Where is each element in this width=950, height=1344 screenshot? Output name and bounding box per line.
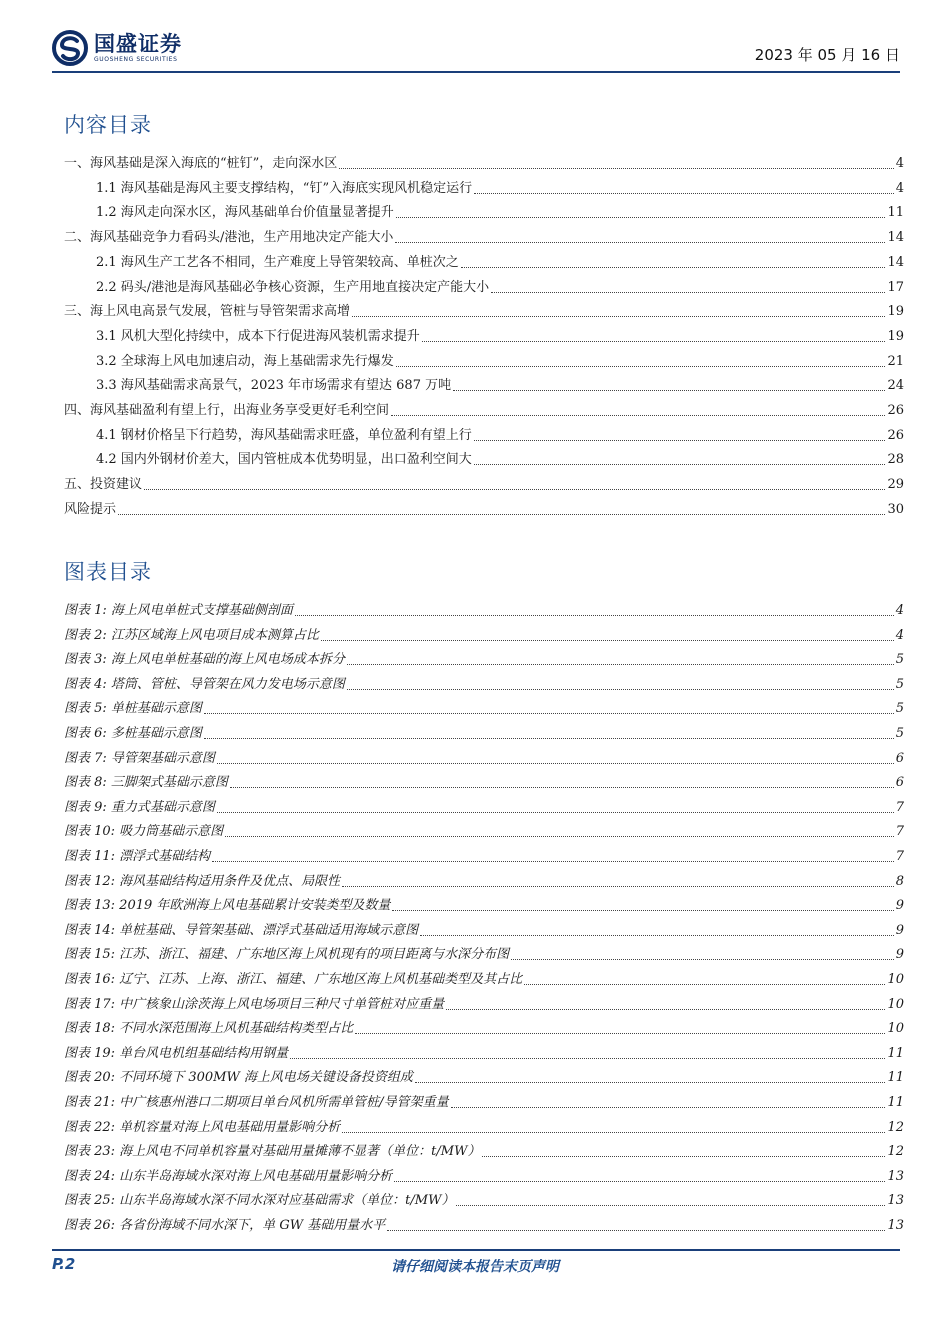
entry-label: 图表 12: 海风基础结构适用条件及优点、局限性 [64, 873, 341, 889]
footer-divider [52, 1249, 900, 1251]
entry-page-number: 5 [895, 726, 904, 741]
entry-page-number: 4 [895, 603, 904, 618]
entry-page-number: 19 [887, 328, 904, 344]
dot-leader [482, 1156, 885, 1157]
entry-label: 图表 2: 江苏区域海上风电项目成本测算占比 [64, 627, 319, 643]
entry-label: 1.1 海风基础是海风主要支撑结构，“钉”入海底实现风机稳定运行 [96, 180, 473, 196]
entry-page-number: 9 [895, 947, 904, 963]
dot-leader [295, 615, 894, 616]
dot-leader [420, 935, 894, 936]
entry-page-number: 21 [887, 353, 904, 369]
entry-page-number: 26 [887, 427, 904, 443]
dot-leader [290, 1058, 885, 1059]
entry-page-number: 11 [887, 205, 904, 221]
entry-page-number: 10 [887, 1021, 904, 1037]
entry-label: 五、投资建议 [64, 477, 143, 493]
header-divider [52, 71, 900, 73]
entry-page-number: 24 [887, 378, 904, 394]
entry-label: 四、海风基础盈利有望上行，出海业务享受更好毛利空间 [64, 403, 390, 418]
entry-page-number: 19 [887, 304, 904, 320]
page-number: P.2 [52, 1255, 76, 1273]
entry-page-number: 13 [887, 1218, 904, 1233]
entry-label: 一、海风基础是深入海底的“桩钉”，走向深水区 [64, 156, 338, 171]
toc-entry[interactable] [96, 200, 904, 222]
figure-entry[interactable] [64, 1090, 904, 1112]
entry-label: 图表 8: 三脚架式基础示意图 [64, 775, 228, 791]
figure-entry[interactable] [64, 598, 904, 620]
dot-leader [474, 193, 894, 194]
entry-label: 图表 4: 塔筒、管桩、导管架在风力发电场示意图 [64, 676, 345, 692]
toc-entry[interactable] [64, 398, 904, 420]
dot-leader [347, 689, 894, 690]
dot-leader [461, 267, 886, 268]
entry-label: 图表 24: 山东半岛海域水深对海上风电基础用量影响分析 [64, 1168, 393, 1184]
logo-english-name: GUOSHENG SECURITIES [94, 55, 178, 63]
entry-label: 图表 1: 海上风电单桩式支撑基础侧剖面 [64, 603, 293, 618]
entry-label: 图表 10: 吸力筒基础示意图 [64, 824, 224, 840]
toc-entry[interactable] [96, 373, 904, 395]
entry-page-number: 11 [887, 1095, 904, 1110]
entry-label: 图表 3: 海上风电单桩基础的海上风电场成本拆分 [64, 652, 345, 668]
company-logo-icon [52, 30, 88, 66]
entry-page-number: 4 [895, 627, 904, 643]
entry-label: 图表 15: 江苏、浙江、福建、广东地区海上风机现有的项目距离与水深分布图 [64, 947, 510, 963]
figure-entry[interactable] [64, 1016, 904, 1038]
toc-entry[interactable] [64, 225, 904, 247]
entry-page-number: 6 [895, 775, 904, 791]
figure-entry[interactable] [64, 1188, 904, 1210]
dot-leader [212, 861, 894, 862]
figure-entry[interactable] [64, 869, 904, 891]
dot-leader [422, 341, 886, 342]
dot-leader [347, 664, 894, 665]
figure-entry[interactable] [64, 1213, 904, 1235]
entry-page-number: 7 [895, 824, 904, 840]
entry-page-number: 9 [895, 898, 904, 914]
dot-leader [204, 738, 894, 739]
logo-chinese-name: 国盛证券 [94, 31, 182, 56]
figure-entry[interactable] [64, 819, 904, 841]
dot-leader [204, 713, 894, 714]
toc-entry[interactable] [96, 275, 904, 297]
toc-entry[interactable] [96, 324, 904, 346]
entry-page-number: 12 [887, 1119, 904, 1135]
dot-leader [225, 836, 894, 837]
entry-label: 4.1 钢材价格呈下行趋势，海风基础需求旺盛，单位盈利有望上行 [96, 427, 472, 443]
figure-entry[interactable] [64, 1041, 904, 1063]
entry-page-number: 8 [895, 873, 904, 889]
entry-label: 3.3 海风基础需求高景气，2023 年市场需求有望达 687 万吨 [96, 378, 452, 394]
dot-leader [396, 366, 886, 367]
dot-leader [396, 217, 886, 218]
dot-leader [321, 640, 894, 641]
dot-leader [511, 959, 894, 960]
dot-leader [342, 886, 894, 887]
entry-page-number: 13 [887, 1168, 904, 1184]
figure-entry[interactable] [64, 795, 904, 817]
entry-label: 图表 7: 导管架基础示意图 [64, 750, 215, 766]
toc-entry[interactable] [96, 250, 904, 272]
entry-page-number: 10 [887, 972, 904, 987]
entry-label: 图表 21: 中广核惠州港口二期项目单台风机所需单管桩/导管架重量 [64, 1095, 449, 1110]
entry-label: 图表 19: 单台风电机组基础结构用钢量 [64, 1045, 289, 1061]
entry-page-number: 28 [887, 452, 904, 468]
entry-page-number: 4 [895, 180, 904, 196]
figure-entry[interactable] [64, 647, 904, 669]
contents-title: 内容目录 [64, 113, 152, 137]
figure-entry[interactable] [64, 1139, 904, 1161]
figure-entry[interactable] [64, 992, 904, 1014]
entry-page-number: 26 [887, 403, 904, 418]
toc-entry[interactable] [96, 176, 904, 198]
figure-entry[interactable] [64, 844, 904, 866]
entry-page-number: 30 [887, 501, 904, 517]
dot-leader [415, 1082, 886, 1083]
figure-entry[interactable] [64, 623, 904, 645]
dot-leader [474, 464, 886, 465]
dot-leader [339, 168, 893, 169]
entry-page-number: 5 [895, 701, 904, 717]
dot-leader [391, 415, 885, 416]
figure-entry[interactable] [64, 967, 904, 989]
figure-entry[interactable] [64, 721, 904, 743]
entry-label: 图表 16: 辽宁、江苏、上海、浙江、福建、广东地区海上风机基础类型及其占比 [64, 972, 523, 987]
disclaimer-note: 请仔细阅读本报告末页声明 [391, 1259, 559, 1275]
entry-label: 4.2 国内外钢材价差大，国内管桩成本优势明显，出口盈利空间大 [96, 452, 472, 468]
dot-leader [524, 984, 885, 985]
entry-label: 风险提示 [64, 501, 117, 517]
toc-entry[interactable] [96, 423, 904, 445]
entry-page-number: 10 [887, 996, 904, 1012]
entry-label: 三、海上风电高景气发展，管桩与导管架需求高增 [64, 304, 351, 320]
entry-label: 图表 17: 中广核象山涂茨海上风电场项目三种尺寸单管桩对应重量 [64, 996, 445, 1012]
entry-page-number: 5 [895, 652, 904, 668]
entry-page-number: 6 [895, 750, 904, 766]
figure-entry[interactable] [64, 918, 904, 940]
dot-leader [355, 1033, 885, 1034]
dot-leader [342, 1132, 885, 1133]
entry-label: 3.2 全球海上风电加速启动，海上基础需求先行爆发 [96, 353, 394, 369]
entry-label: 图表 26: 各省份海域不同水深下，单 GW 基础用量水平 [64, 1218, 386, 1233]
report-date: 2023 年 05 月 16 日 [754, 46, 900, 64]
entry-page-number: 7 [895, 849, 904, 864]
entry-label: 图表 13: 2019 年欧洲海上风电基础累计安装类型及数量 [64, 898, 391, 914]
dot-leader [144, 489, 885, 490]
figure-entry[interactable] [64, 893, 904, 915]
company-logo [52, 30, 182, 66]
entry-page-number: 4 [895, 156, 904, 171]
entry-page-number: 14 [887, 254, 904, 270]
entry-page-number: 12 [887, 1144, 904, 1160]
entry-label: 2.1 海风生产工艺各不相同，生产难度上导管架较高、单桩次之 [96, 254, 459, 270]
dot-leader [474, 440, 886, 441]
dot-leader [217, 763, 894, 764]
toc-entry[interactable] [64, 497, 904, 519]
dot-leader [392, 910, 893, 911]
figures-title: 图表目录 [64, 560, 152, 584]
entry-page-number: 13 [887, 1193, 904, 1209]
figure-entry[interactable] [64, 696, 904, 718]
entry-label: 二、海风基础竞争力看码头/港池，生产用地决定产能大小 [64, 230, 394, 246]
entry-page-number: 17 [887, 279, 904, 295]
entry-label: 图表 9: 重力式基础示意图 [64, 799, 215, 815]
figure-entry[interactable] [64, 672, 904, 694]
entry-page-number: 11 [887, 1070, 904, 1086]
entry-label: 图表 22: 单机容量对海上风电基础用量影响分析 [64, 1119, 341, 1135]
figure-entry[interactable] [64, 1164, 904, 1186]
entry-label: 3.1 风机大型化持续中，成本下行促进海风装机需求提升 [96, 328, 420, 344]
entry-label: 图表 6: 多桩基础示意图 [64, 726, 202, 741]
entry-page-number: 14 [887, 230, 904, 246]
page-header [52, 28, 900, 72]
dot-leader [451, 1107, 886, 1108]
entry-label: 2.2 码头/港池是海风基础必争核心资源，生产用地直接决定产能大小 [96, 279, 490, 295]
toc-entry[interactable] [64, 151, 904, 173]
figure-entry[interactable] [64, 746, 904, 768]
dot-leader [387, 1230, 885, 1231]
entry-label: 图表 14: 单桩基础、导管架基础、漂浮式基础适用海域示意图 [64, 922, 419, 938]
figure-entry[interactable] [64, 1115, 904, 1137]
dot-leader [491, 292, 885, 293]
entry-page-number: 7 [895, 799, 904, 815]
entry-label: 图表 23: 海上风电不同单机容量对基础用量摊薄不显著（单位：t/MW） [64, 1144, 481, 1160]
toc-entry[interactable] [96, 349, 904, 371]
dot-leader [394, 1181, 885, 1182]
toc-entry[interactable] [96, 447, 904, 469]
entry-page-number: 29 [887, 477, 904, 493]
dot-leader [395, 242, 885, 243]
entry-label: 图表 5: 单桩基础示意图 [64, 701, 202, 717]
dot-leader [453, 390, 885, 391]
toc-entry[interactable] [64, 299, 904, 321]
dot-leader [118, 514, 885, 515]
entry-label: 图表 11: 漂浮式基础结构 [64, 849, 211, 864]
toc-entry[interactable] [64, 472, 904, 494]
dot-leader [352, 316, 885, 317]
entry-page-number: 11 [887, 1045, 904, 1061]
dot-leader [230, 787, 894, 788]
entry-label: 图表 25: 山东半岛海域水深不同水深对应基础需求（单位：t/MW） [64, 1193, 455, 1209]
dot-leader [446, 1009, 885, 1010]
entry-label: 1.2 海风走向深水区，海风基础单台价值量显著提升 [96, 205, 394, 221]
figure-entry[interactable] [64, 770, 904, 792]
figure-entry[interactable] [64, 942, 904, 964]
entry-page-number: 5 [895, 676, 904, 692]
entry-label: 图表 20: 不同环境下 300MW 海上风电场关键设备投资组成 [64, 1070, 413, 1086]
entry-label: 图表 18: 不同水深范围海上风机基础结构类型占比 [64, 1021, 354, 1037]
dot-leader [456, 1205, 885, 1206]
entry-page-number: 9 [895, 922, 904, 938]
figure-entry[interactable] [64, 1065, 904, 1087]
dot-leader [217, 812, 894, 813]
